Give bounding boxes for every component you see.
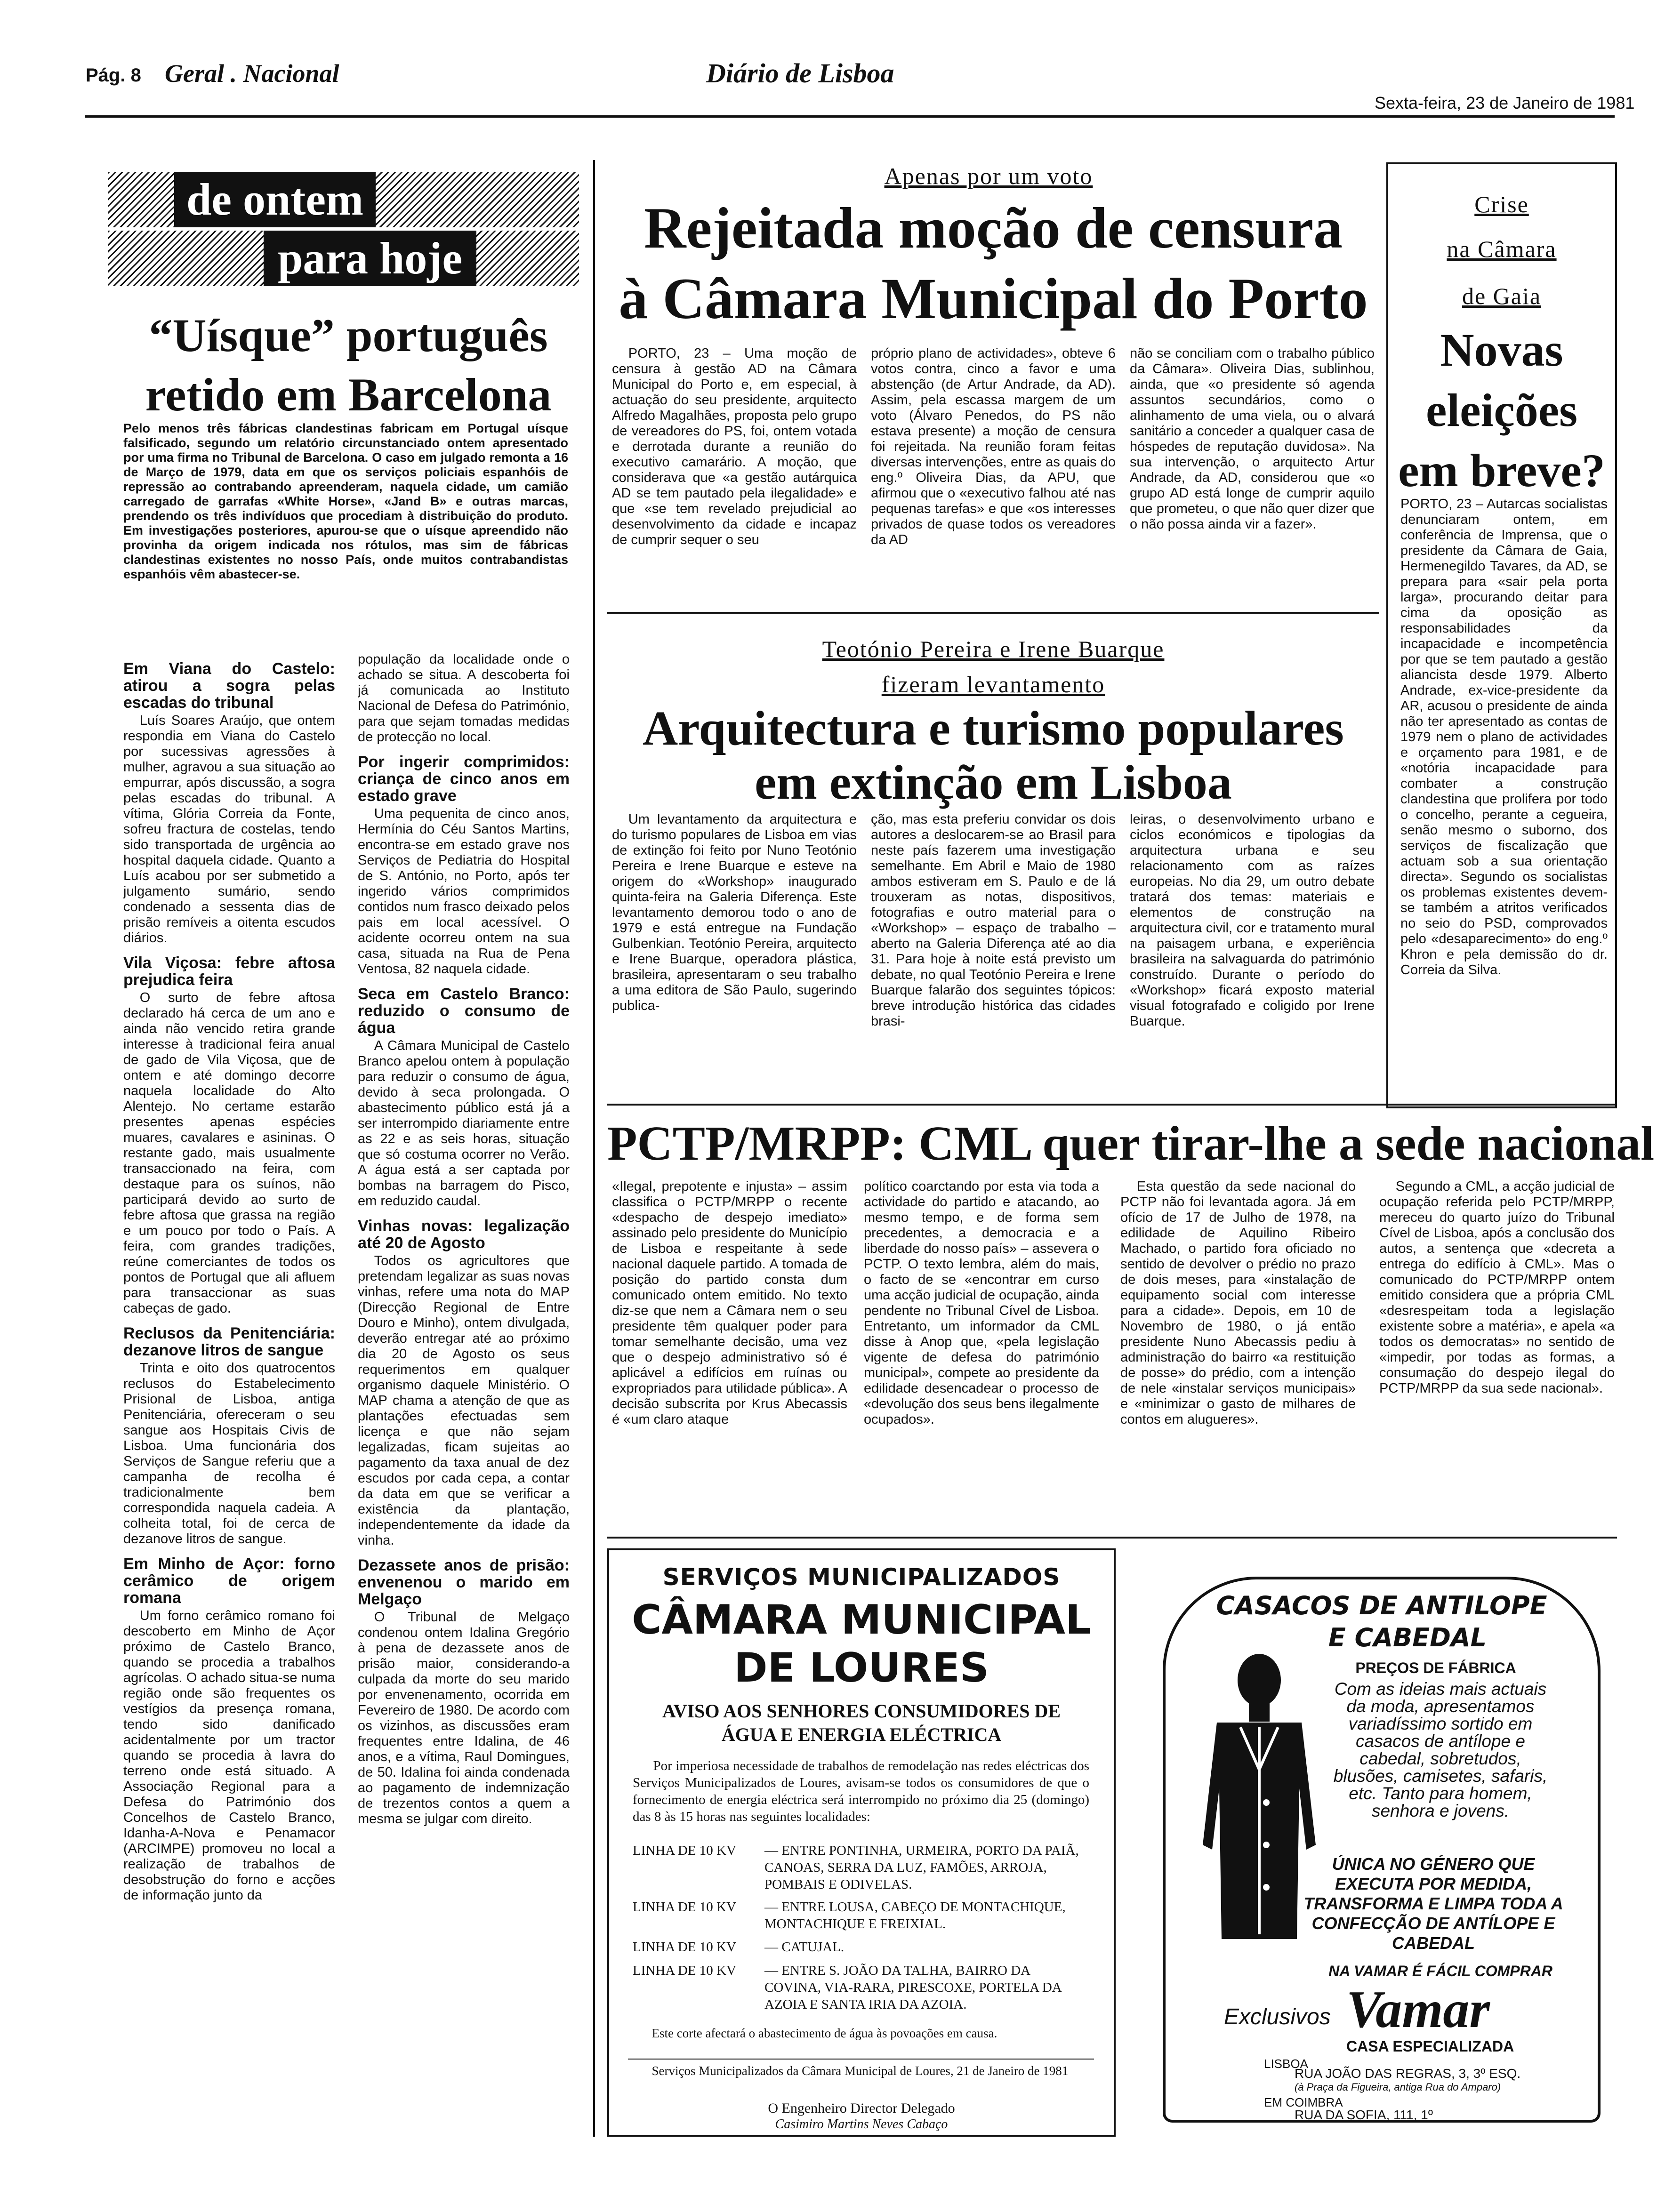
loures-ad-line3: DE LOURES: [734, 1644, 989, 1691]
lisboa-col-1: [612, 812, 857, 1099]
vamar-ad-address1: RUA JOÃO DAS REGRAS, 3, 3º ESQ.: [1295, 2066, 1521, 2081]
vamar-ad-title1: CASACOS DE ANTILOPE: [1216, 1591, 1547, 1620]
vamar-ad-city2: EM COIMBRA: [1264, 2095, 1343, 2109]
lisboa-title-line1: Arquitectura e turismo populares: [643, 701, 1344, 755]
brief-heading: Em Viana do Castelo: atirou a sogra pelas escadas do tribunal: [123, 660, 335, 712]
loures-ad-note: Este corte afectará o abastecimento de água às povoações em causa.: [652, 2026, 997, 2040]
pctp-col-1: [612, 1179, 847, 1532]
porto-col-3: [1130, 346, 1375, 609]
porto-kicker: Apenas por um voto: [884, 163, 1093, 189]
brief-comprimidos: [358, 753, 570, 977]
pctp-col-4: [1379, 1179, 1615, 1532]
vamar-ad-casa: CASA ESPECIALIZADA: [1346, 2038, 1514, 2055]
loures-line-value: — CATUJAL.: [764, 1940, 845, 1955]
lisboa-kicker-1: Teotónio Pereira e Irene Buarque: [822, 636, 1165, 662]
briefs-column-left: [123, 652, 335, 2120]
loures-ad-sign1: Serviços Municipalizados da Câmara Municipal de Loures, 21 de Janeiro de 1981: [652, 2064, 1069, 2078]
gaia-body: PORTO, 23 – Autarcas socialistas denunciaram ontem, em conferência de Imprensa, que o presidente da Câmara de Gaia, Hermenegildo Tavares, da AD, se prepara para «sair pela porta larga», procurando deitar para cima da oposição as responsabilidades da incapacidade e incompetência por que se tem pautado a gestão aliancista desde 1979. Alberto Andrade, ex-vice-presidente da AR, acusou o presidente de ainda não ter apresentado as contas de 1979 nem o plano de actividades e orçamento para 1981, e de «notória incapacidade para combater a construção clandestina que prolifera por todo o concelho, perante a cegueira, senão mesmo o suborno, dos serviços de fiscalização que actuam sob a sua orientação directa». Segundo os socialistas os problemas existentes devem-se também a atritos verificados no seio do PSD, comprovados pelo «desaparecimento» do eng.º Khron e pela demissão do dr. Correia da Silva.: [1400, 497, 1608, 978]
brief-heading: Em Minho de Açor: forno cerâmico de origem romana: [123, 1555, 335, 1607]
porto-title-line2: à Câmara Municipal do Porto: [619, 266, 1368, 331]
brief-text: população da localidade onde o achado se situa. A descoberta foi já comunicada ao Instituto Nacional de Defesa do Património, para que sejam tomadas medidas de protecção no local.: [358, 652, 570, 745]
loures-ad-line1: SERVIÇOS MUNICIPALIZADOS: [662, 1563, 1061, 1591]
section-name: Geral . Nacional: [165, 59, 339, 88]
brief-text: Luís Soares Araújo, que ontem respondia em Viana do Castelo por sucessivas agressões à mulher, agravou a sua situação ao empurrar, após discussão, a sogra pelas escadas do tribunal. A vítima, Glória Correia da Fonte, sofreu fractura de costelas, tendo sido transportada de urgência ao hospital daquela cidade. Quanto a Luís acabou por ser submetido a julgamento sumário, sendo condenado a sessenta dias de prisão remíveis a oitenta escudos diários.: [123, 713, 335, 946]
newspaper-logo: Diário de Lisboa: [706, 58, 894, 88]
brief-vinhas: [358, 1218, 570, 1548]
pctp-title: PCTP/MRPP: CML quer tirar-lhe a sede nacional: [607, 1116, 1655, 1170]
lisboa-col-2: [871, 812, 1116, 1099]
pctp-col-3: [1120, 1179, 1356, 1532]
brief-heading: Dezassete anos de prisão: envenenou o marido em Melgaço: [358, 1556, 570, 1608]
lisboa-text: Um levantamento da arquitectura e do turismo populares de Lisboa em vias de extinção foi feito por Nuno Teotónio Pereira e Irene Buarque e esteve na origem do «Workshop» inaugurado quinta-feira na Galeria Diferença. Este levantamento demorou todo o ano de 1979 e está entregue na Fundação Gulbenkian. Teotónio Pereira, arquitecto e Irene Buarque, operadora plástica, brasileira, apresentaram o seu trabalho a uma editora de São Paulo, sugerindo publica-: [612, 812, 857, 1013]
page-number: Pág. 8: [86, 65, 141, 86]
gaia-text: [1400, 497, 1608, 1104]
porto-text: PORTO, 23 – Uma moção de censura à gestão AD na Câmara Municipal do Porto e, em especial, à actuação do seu presidente, arquitecto Alfredo Magalhães, proposta pelo grupo de vereadores do PS, foi, ontem votada e derrotada durante a reunião do executivo camarário. A moção, que considerava que «a gestão autárquica AD se tem pautado pela ilegalidade» e que «se tem revelado prejudicial ao desenvolvimento da cidade e incapaz de cumprir sequer o seu: [612, 346, 857, 547]
section-banner: [108, 172, 579, 289]
porto-col-1: [612, 346, 857, 609]
article-title-uisque: “Uísque” português retido em Barcelona: [145, 309, 552, 421]
banner-de-ontem: de ontem: [174, 172, 376, 227]
vamar-ad-address1b: (à Praça da Figueira, antiga Rua do Amparo): [1295, 2081, 1501, 2093]
banner-para-hoje: para hoje: [264, 231, 476, 286]
gaia-title: Novas eleições em breve?: [1398, 324, 1605, 497]
vamar-ad-slogan: NA VAMAR É FÁCIL COMPRAR: [1328, 1963, 1552, 1980]
loures-ad-line-c: [633, 1939, 1094, 1956]
loures-ad-sign3: Casimiro Martins Neves Cabaço: [775, 2117, 948, 2132]
pctp-text: «Ilegal, prepotente e injusta» – assim classifica o PCTP/MRPP o recente «despacho de despejo imediato» assinado pelo presidente do Município de Lisboa e respeitante à sede nacional daquele partido. A tomada de posição do partido consta dum comunicado ontem emitido. No texto diz-se que nem a Câmara nem o seu presidente têm qualquer poder para tomar semelhante decisão, uma vez que o despejo administrativo só é aplicável a edifícios em ruínas ou expropriados para utilidade pública». A decisão subscrita por Krus Abecassis é «um claro ataque: [612, 1179, 847, 1427]
article-lead-uisque: Pelo menos três fábricas clandestinas fabricam em Portugal uísque falsificado, segundo um relatório circunstanciado ontem apresentado por uma firma no Tribunal de Barcelona. O caso em julgado remonta a 16 de Março de 1979, data em que os serviços policiais espanhóis de repressão ao contrabando apreenderam, naquela cidade, um camião carregado de garrafas «White Horse», «Jand B» e outras marcas, prendendo os três indivíduos que procediam à distribuição do produto. Em investigações posteriores, apurou-se que o uísque apreendido não provinha da origem indicada nos rótulos, mas sim de fábricas clandestinas existentes no nosso País, onde muitos contrabandistas espanhóis vêm abastecer-se.: [123, 421, 568, 581]
porto-bottom-rule: [607, 612, 1379, 614]
model-figure-icon: [1203, 1654, 1316, 1939]
brief-text: A Câmara Municipal de Castelo Branco apelou ontem à população para reduzir o consumo de água, devido à seca prolongada. O abastecimento público está já a ser interrompido diariamente entre as 22 e as seis horas, situação que só costuma ocorrer no Verão. A água está a ser captada por bombas na barragem do Pisco, em reduzido caudal.: [358, 1038, 570, 1209]
loures-line-value: — ENTRE PONTINHA, URMEIRA, PORTO DA PAIÃ, CANOAS, SERRA DA LUZ, FAMÕES, ARROJA, POMBAIS E ODIVELAS.: [764, 1843, 1079, 1892]
loures-ad-divider: [628, 2059, 1094, 2060]
brief-minho: [123, 1555, 335, 1903]
pctp-text: Esta questão da sede nacional do PCTP não foi levantada agora. Já em ofício de 17 de Julho de 1978, na edilidade de Aquilino Ribeiro Machado, o partido fora oficiado no sentido de devolver o prédio no prazo de dois meses, para «instalação de equipamento social com interesse para a cidade». Depois, em 10 de Novembro de 1980, o já então presidente Nuno Abecassis pediu à administração do bairro «a restituição de posse» do prédio, com a intenção de nele «instalar serviços municipais» e «minimizar o gasto de milhares de contos em alugueres».: [1120, 1179, 1356, 1427]
brief-seca: [358, 986, 570, 1209]
brief-text: Trinta e oito dos quatrocentos reclusos do Estabelecimento Prisional de Lisboa, antiga Penitenciária, ofereceram o seu sangue aos Hospitais Civis de Lisboa. Uma funcionária dos Serviços de Sangue referiu que a campanha de recolha é tradicionalmente bem correspondida naquela cadeia. A colheita total, foi de cerca de dezanove litros de sangue.: [123, 1361, 335, 1547]
gaia-kicker-3: de Gaia: [1462, 283, 1542, 309]
loures-ad-line2: CÂMARA MUNICIPAL: [632, 1596, 1091, 1643]
loures-ad-line-d: [633, 1962, 1094, 2013]
brief-heading: Por ingerir comprimidos: criança de cinco anos em estado grave: [358, 753, 570, 805]
brief-heading: Seca em Castelo Branco: reduzido o consumo de água: [358, 985, 570, 1037]
vamar-ad-title2: E CABEDAL: [1328, 1623, 1487, 1652]
loures-ad-sign2: O Engenheiro Director Delegado: [768, 2100, 955, 2116]
vamar-ad-unique: ÚNICA NO GÉNERO QUE EXECUTA POR MEDIDA, TRANSFORMA E LIMPA TODA A CONFECÇÃO DE ANTÍLOPE E CABEDAL: [1303, 1854, 1563, 1953]
brief-text: O Tribunal de Melgaço condenou ontem Idalina Gregório à pena de dezassete anos de prisão maior, considerando-a culpada da morte do seu marido por envenenamento, ocorrida em Fevereiro de 1980. De acordo com os vizinhos, as discussões eram frequentes entre Idalina, de 46 anos, e a vítima, Raul Domingues, de 50. Idalina foi ainda condenada ao pagamento de indemnização de trezentos contos a quem a mesma se julgar com direito.: [358, 1610, 570, 1827]
brief-text: Um forno cerâmico romano foi descoberto em Minho de Açor próximo de Castelo Branco, quando se procedia a trabalhos agrícolas. O achado situa-se numa região onde são frequentes os vestígios da presença romana, tendo sido danificado acidentalmente por um tractor quando se procedia à lavra do terreno onde está situado. A Associação Regional para a Defesa do Património dos Concelhos de Castelo Branco, Idanha-A-Nova e Penamacor (ARCIMPE) promoveu no local a realização de trabalhos de desobstrução do forno e acções de informação junto da: [123, 1608, 335, 1903]
loures-line-label: LINHA DE 10 KV: [633, 1899, 736, 1915]
vamar-ad-exclusivos: Exclusivos: [1224, 2004, 1331, 2029]
loures-ad-intro: Por imperiosa necessidade de trabalhos de remodelação nas redes eléctricas dos Serviços Municipalizados de Loures, avisam-se todos os consumidores de que o fornecimento de energia eléctrica será interrompido no próximo dia 25 (domingo) das 8 às 15 horas nas seguintes localidades:: [633, 1758, 1089, 1824]
gaia-kicker-2: na Câmara: [1447, 236, 1557, 262]
masthead-rule: [85, 115, 1615, 118]
vamar-ad-address2: RUA DA SOFIA, 111, 1º: [1295, 2108, 1433, 2122]
lisboa-bottom-rule: [607, 1104, 1617, 1106]
vamar-ad-body: Com as ideias mais actuais da moda, apresentamos variadíssimo sortido em casacos de antílope e cabedal, sobretudos, blusões, camisetes, safaris, etc. Tanto para homem, senhora e jovens.: [1333, 1679, 1548, 1820]
gaia-kicker-1: Crise: [1474, 191, 1529, 217]
loures-line-label: LINHA DE 10 KV: [633, 1963, 736, 1978]
brief-melgaco: [358, 1557, 570, 1827]
porto-col-2: [871, 346, 1116, 609]
issue-date: Sexta-feira, 23 de Janeiro de 1981: [1375, 93, 1635, 112]
lisboa-kicker-2: fizeram levantamento: [881, 671, 1105, 697]
loures-line-label: LINHA DE 10 KV: [633, 1940, 736, 1955]
pctp-bottom-rule: [607, 1537, 1617, 1539]
lisboa-text: ção, mas esta preferiu convidar os dois autores a deslocarem-se ao Brasil para neste país fazerem uma investigação semelhante. Em Abril e Maio de 1980 ambos estiveram em S. Paulo e de lá trouxeram as notas, dispositivos, fotografias e outro material para o «Workshop» – espaço de trabalho – aberto na Galeria Diferença até ao dia 31. Para hoje à noite está previsto um debate, no qual Teotónio Pereira e Irene Buarque falarão dos seguintes tópicos: breve introdução histórica das cidades brasi-: [871, 812, 1116, 1029]
loures-ad: [607, 1548, 1116, 2137]
brief-heading: Vila Viçosa: febre aftosa prejudica feira: [123, 954, 335, 989]
briefs-column-right: [358, 652, 570, 2120]
pctp-text: Segundo a CML, a acção judicial de ocupação referida pelo PCTP/MRPP, mereceu do quarto juízo do Tribunal Cível de Lisboa, após a conclusão dos autos, a sentença que «decreta a entrega do edifício à CML». Mas o comunicado do PCTP/MRPP ontem emitido considera que a própria CML «desrespeitam toda a legislação existente sobre a matéria», e apela «a todos os democratas» no sentido de «impedir, por todas as formas, a consumação do despejo ilegal do PCTP/MRPP da sua sede nacional».: [1379, 1179, 1615, 1396]
lisboa-col-3: [1130, 812, 1375, 1099]
vamar-logo: Vamar: [1346, 1980, 1490, 2039]
loures-ad-line5: ÁGUA E ENERGIA ELÉCTRICA: [721, 1724, 1002, 1745]
vamar-ad-prices: PREÇOS DE FÁBRICA: [1355, 1659, 1516, 1676]
porto-title-line1: Rejeitada moção de censura: [643, 196, 1343, 260]
brief-reclusos: [123, 1325, 335, 1547]
pctp-col-2: [864, 1179, 1099, 1532]
brief-heading: Vinhas novas: legalização até 20 de Agosto: [358, 1217, 570, 1252]
vamar-ad-city1: LISBOA: [1264, 2057, 1308, 2071]
vamar-ad: [1144, 1548, 1617, 2137]
loures-line-value: — ENTRE LOUSA, CABEÇO DE MONTACHIQUE, MONTACHIQUE E FREIXIAL.: [764, 1899, 1066, 1931]
lisboa-text: leiras, o desenvolvimento urbano e ciclos económicos e tipologias da arquitectura urbana e seu relacionamento com as raízes europeias. No dia 29, um outro debate tratará dos temas: materiais e elementos de construção na arquitectura civil, cor e tratamento mural na paisagem urbana, e experiência brasileira na salvaguarda do património construído. Durante o período do «Workshop» ficará exposto material visual fotografado e coligido por Irene Buarque.: [1130, 812, 1375, 1029]
lisboa-title-line2: em extinção em Lisboa: [755, 755, 1232, 809]
loures-ad-line-a: [633, 1842, 1094, 1893]
brief-viana: [123, 660, 335, 946]
pctp-text: político coarctando por esta via toda a actividade do partido e atacando, ao mesmo tempo, e de forma sem precedentes, a democracia e a liberdade do nosso país» – assevera o PCTP. O texto lembra, além do mais, o facto de se «encontrar em curso uma acção judicial de ocupação, ainda pendente no Tribunal Cível de Lisboa. Entretanto, um informador da CML disse à Anop que, «pela legislação vigente de defesa do património municipal», compete ao presidente da edilidade desencadear o processo de «devolução dos seus bens ilegalmente ocupados».: [864, 1179, 1099, 1427]
porto-text: próprio plano de actividades», obteve 6 votos contra, cinco a favor e uma abstenção (de Artur Andrade, da AD). Assim, pela escassa margem de um voto (Álvaro Penedos, do PS não estava presente) a moção de censura foi rejeitada. Na reunião foram feitas diversas intervenções, entre as quais do eng.º Oliveira Dias, da APU, que afirmou que o «executivo falhou até nas pequenas tarefas» e que «os interesses privados de quase todos os vereadores da AD: [871, 346, 1116, 547]
loures-ad-line4: AVISO AOS SENHORES CONSUMIDORES DE: [662, 1700, 1061, 1722]
loures-line-label: LINHA DE 10 KV: [633, 1843, 736, 1858]
brief-text: O surto de febre aftosa declarado há cerca de um ano e ainda não vencido retira grande interesse à tradicional feira anual de gado de Vila Viçosa, que de ontem e até domingo decorre naquela localidade do Alto Alentejo. No certame estarão presentes apenas espécies muares, cavalares e asininas. O restante gado, mais usualmente transaccionado na feira, com destaque para os suínos, não participará devido ao surto de febre aftosa que grassa na região e um pouco por todo o País. A feira, com grandes tradições, reúne comerciantes de todos os pontos de Portugal que ali afluem para transaccionar as suas cabeças de gado.: [123, 990, 335, 1316]
brief-text: Todos os agricultores que pretendam legalizar as suas novas vinhas, refere uma nota do MAP (Direcção Regional de Entre Douro e Minho), ontem divulgada, deverão entregar até ao próximo dia 20 de Agosto os seus requerimentos em qualquer organismo daquele Ministério. O MAP chama a atenção de que as plantações efectuadas sem licença e que não sejam legalizadas, ficam sujeitas ao pagamento da taxa anual de dez escudos por cada cepa, a contar da data em que se verificar a existência da plantação, independentemente da idade da vinha.: [358, 1253, 570, 1548]
loures-line-value: — ENTRE S. JOÃO DA TALHA, BAIRRO DA COVINA, VIA-RARA, PIRESCOXE, PORTELA DA AZOIA E SANTA IRIA DA AZOIA.: [764, 1963, 1062, 2012]
column-divider: [593, 160, 595, 2137]
brief-text: Uma pequenita de cinco anos, Hermínia do Céu Santos Martins, encontra-se em estado grave nos Serviços de Pediatria do Hospital de S. António, no Porto, após ter ingerido vários comprimidos contidos num frasco deixado pelos pais em local acessível. O acidente ocorreu ontem na sua casa, situada na Rua de Pena Ventosa, 82 naquela cidade.: [358, 806, 570, 977]
brief-continued: [358, 652, 570, 745]
brief-vila-vicosa: [123, 954, 335, 1316]
brief-heading: Reclusos da Penitenciária: dezanove litros de sangue: [123, 1324, 335, 1359]
porto-text: não se conciliam com o trabalho público da Câmara». Oliveira Dias, sublinhou, ainda, que «o presidente só agenda assuntos secundários, como o alinhamento de uma viela, ou o alvará sanitário a conceder a qualquer casa de hóspedes de reputação duvidosa». Na sua intervenção, o arquitecto Artur Andrade, da AD, considerou que «o grupo AD está longe de cumprir aquilo que prometeu, o que não quer dizer que o não possa ainda vir a fazer».: [1130, 346, 1375, 532]
loures-ad-line-b: [633, 1899, 1094, 1932]
